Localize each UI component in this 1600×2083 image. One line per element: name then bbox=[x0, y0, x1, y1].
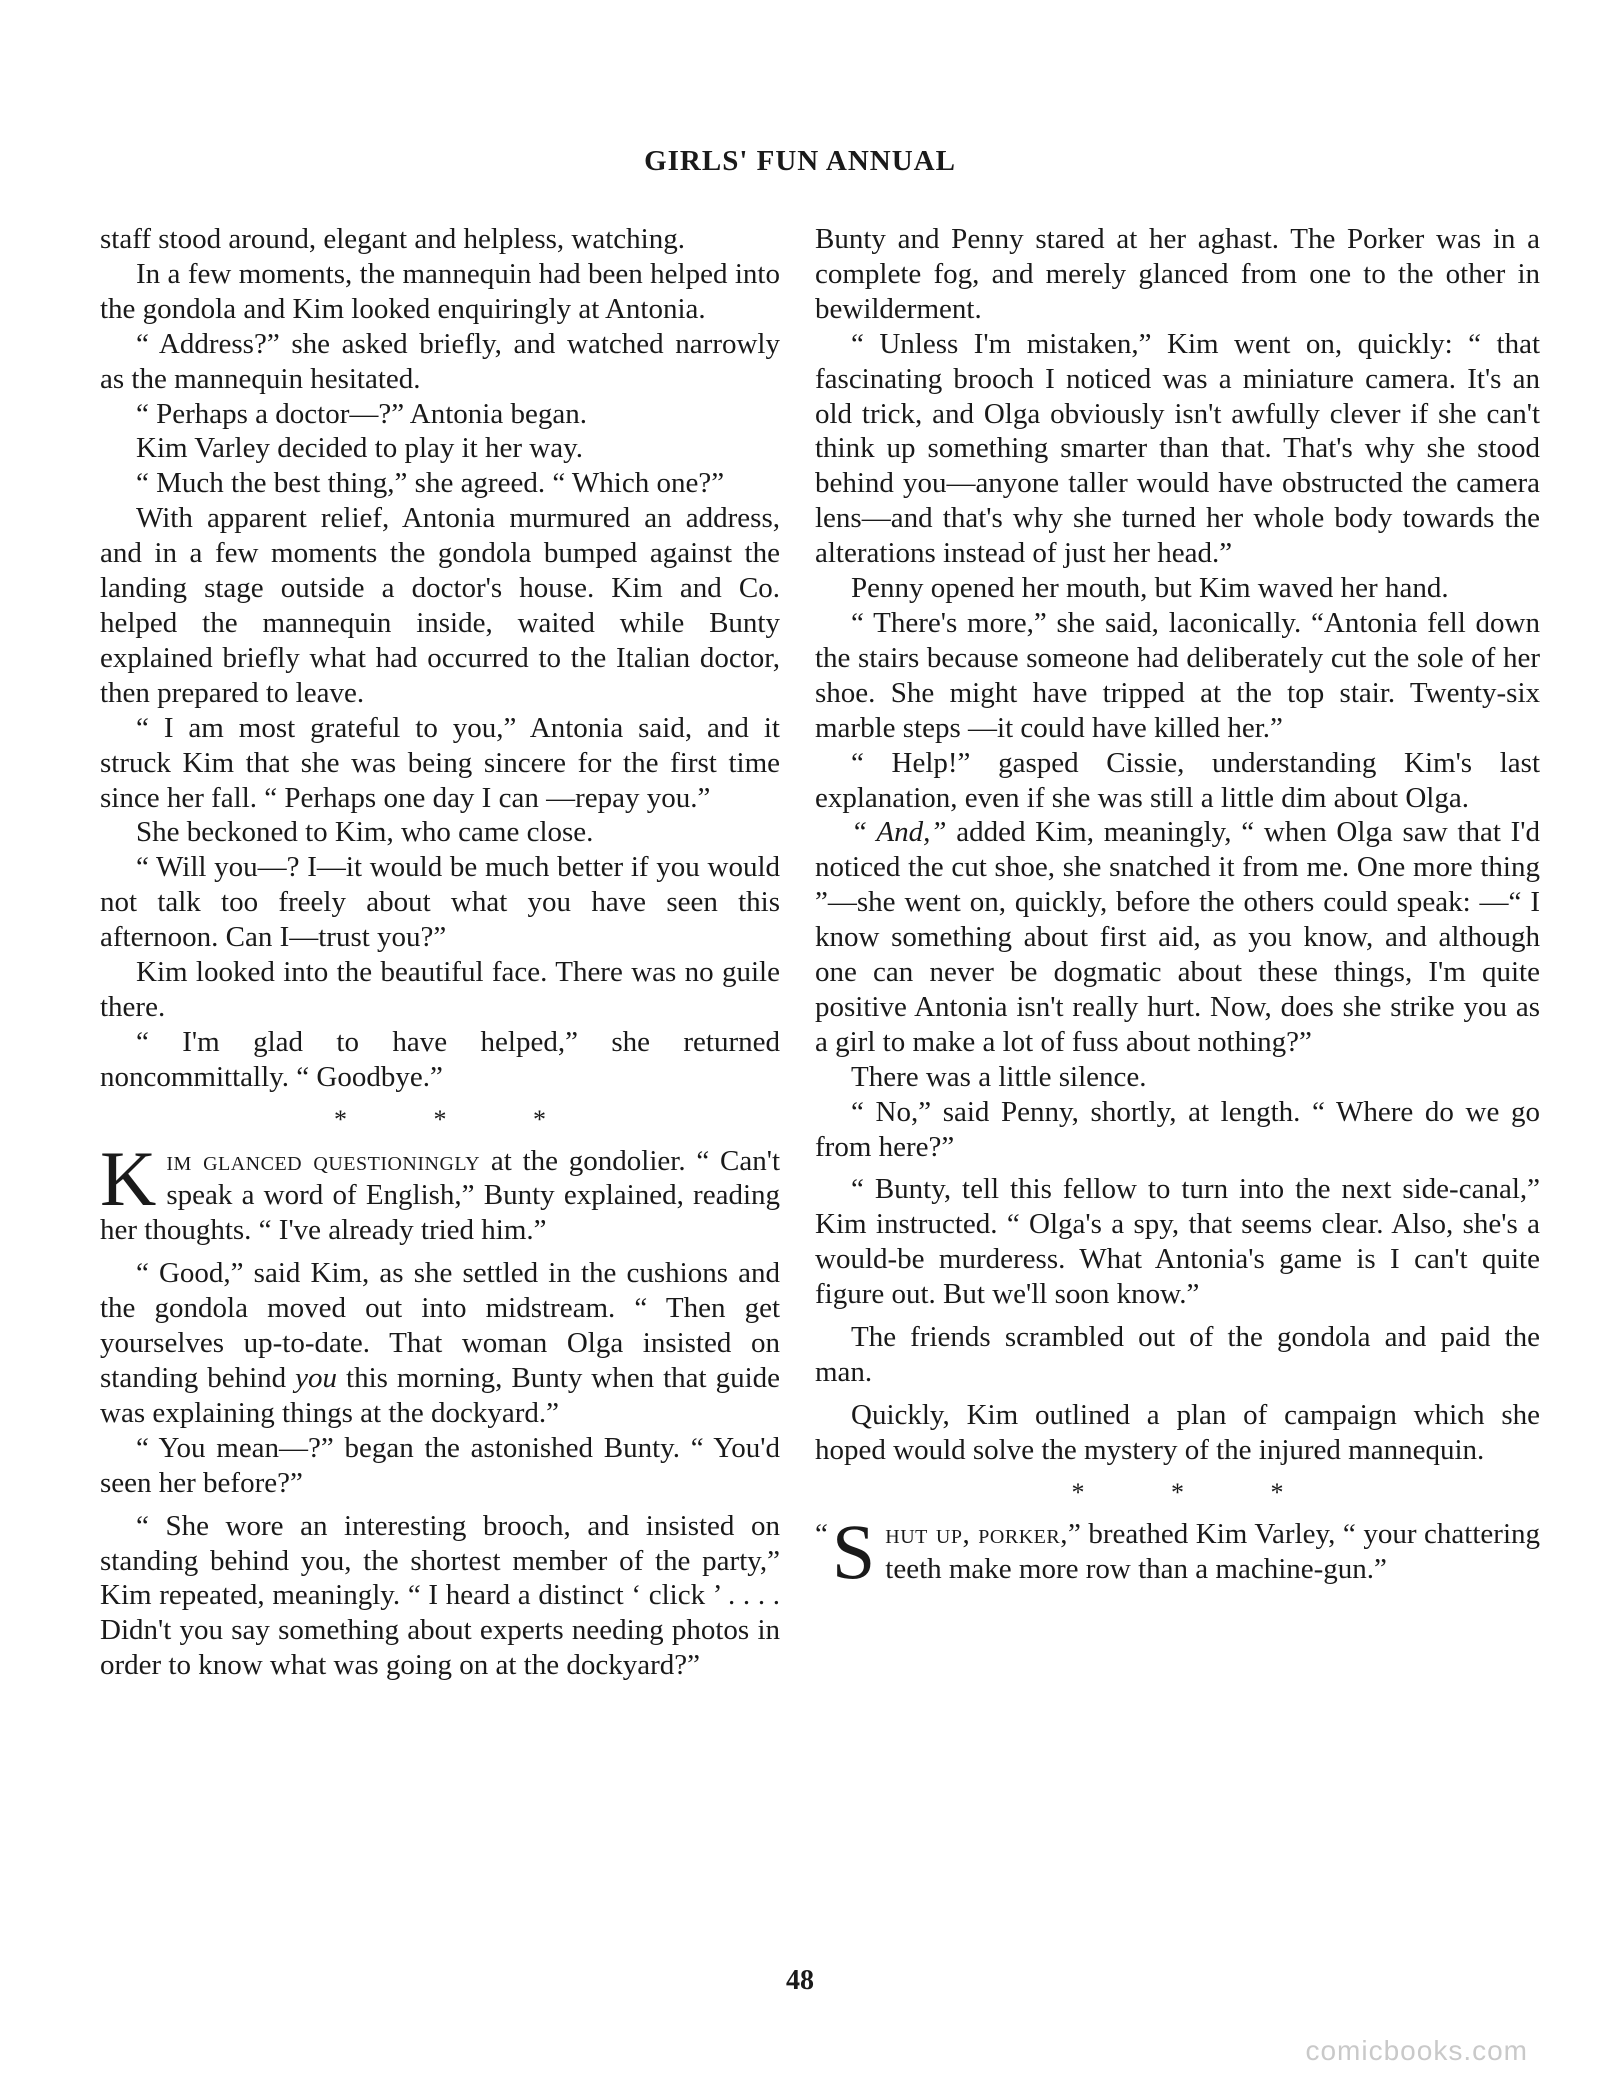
paragraph: “ I'm glad to have helped,” she returned noncommittally. “ Goodbye.” bbox=[100, 1025, 780, 1093]
paragraph-text: ” breathed Kim Varley, “ your chattering teeth make more row than a machine-gun.” bbox=[885, 1517, 1541, 1585]
page-title: GIRLS' FUN ANNUAL bbox=[644, 145, 956, 177]
paragraph: She beckoned to Kim, who came close. bbox=[136, 816, 594, 849]
paragraph: “ Bunty, tell this fellow to turn into the next side-canal,” Kim instructed. “ Olga's a spy, that seems clear. Also, she's a would-be murderess. What Antonia's game is I can't quite figure out. But we'll soon know.” bbox=[815, 1173, 1540, 1311]
page-number: 48 bbox=[786, 1965, 814, 1996]
paragraph: There was a little silence. bbox=[851, 1060, 1147, 1093]
dropcap-paragraph bbox=[815, 1507, 1541, 1595]
left-column bbox=[100, 222, 780, 1683]
dropcap-letter: K bbox=[100, 1134, 157, 1222]
paragraph: “ Unless I'm mistaken,” Kim went on, quickly: “ that fascinating brooch I noticed was a miniature camera. It's an old trick, and Olga obviously isn't awfully clever if she can't think up something smarter than that. That's why she stood behind you—anyone taller would have obstructed the camera lens—and that's why she turned her whole body towards the alterations instead of just her head.” bbox=[815, 327, 1540, 570]
right-column bbox=[815, 222, 1541, 1595]
dropcap-paragraph bbox=[100, 1134, 780, 1249]
paragraph-text: “ Good,” said Kim, as she settled in the cushions and the gondola moved out into midstream. “ Then get yourselves up-to-date. That woman Olga insisted on standing behind bbox=[100, 1257, 780, 1394]
paragraph bbox=[815, 815, 1540, 1059]
paragraph: Bunty and Penny stared at her aghast. The Porker was in a complete fog, and merely glanced from one to the other in bewilderment. bbox=[815, 223, 1540, 325]
paragraph: Kim looked into the beautiful face. There was no guile there. bbox=[100, 956, 780, 1023]
open-quote: “ bbox=[815, 1517, 828, 1550]
paragraph: In a few moments, the mannequin had been helped into the gondola and Kim looked enquiringly at Antonia. bbox=[100, 257, 780, 325]
section-break-stars: * * * bbox=[1071, 1477, 1284, 1507]
smallcaps-lead: im glanced questioningly bbox=[166, 1144, 481, 1177]
emphasis-text: “ And,” bbox=[851, 816, 947, 849]
paragraph: Kim Varley decided to play it her way. bbox=[136, 432, 583, 465]
paragraph-text: added Kim, meaningly, “ when Olga saw that I'd noticed the cut shoe, she snatched it from me. One more thing ”—she went on, quickly, before the others could speak: —“ I know something about first aid, as you know, and although one can never be dogmatic about these things, I'm quite positive Antonia isn't really hurt. Now, does she strike you as a girl to make a lot of fuss about nothing?” bbox=[815, 816, 1541, 1058]
paragraph-text: this morning, Bunty when that guide was explaining things at the dockyard.” bbox=[100, 1362, 780, 1429]
paragraph: With apparent relief, Antonia murmured an address, and in a few moments the gondola bumped against the landing stage outside a doctor's house. Kim and Co. helped the mannequin inside, waited while Bunty explained briefly what had occurred to the Italian doctor, then prepared to leave. bbox=[100, 502, 780, 709]
paragraph: “ Help!” gasped Cissie, understanding Kim's last explanation, even if she was still a little dim about Olga. bbox=[815, 746, 1540, 814]
paragraph: The friends scrambled out of the gondola and paid the man. bbox=[815, 1321, 1540, 1388]
watermark: comicbooks.com bbox=[1305, 2035, 1528, 2066]
paragraph: “ Perhaps a doctor—?” Antonia began. bbox=[136, 397, 587, 430]
paragraph: staff stood around, elegant and helpless, watching. bbox=[100, 223, 685, 255]
paragraph: “ You mean—?” began the astonished Bunty. “ You'd seen her before?” bbox=[100, 1431, 780, 1499]
paragraph: “ I am most grateful to you,” Antonia said, and it struck Kim that she was being sincere for the first time since her fall. “ Perhaps one day I can —repay you.” bbox=[100, 711, 780, 814]
paragraph: “ She wore an interesting brooch, and insisted on standing behind you, the shortest member of the party,” Kim repeated, meaningly. “ I heard a distinct ‘ click ’ . . . . Didn't you say something about experts needing photos in order to know what was going on at the dockyard?” bbox=[100, 1509, 780, 1682]
section-break-stars: * * * bbox=[334, 1104, 546, 1134]
smallcaps-lead: hut up, porker, bbox=[885, 1517, 1068, 1550]
paragraph bbox=[100, 1256, 780, 1431]
paragraph-text: at the gondolier. “ Can't speak a word of English,” Bunty explained, reading her thoughts. “ I've already tried him.” bbox=[100, 1144, 780, 1247]
paragraph: Quickly, Kim outlined a plan of campaign which she hoped would solve the mystery of the injured mannequin. bbox=[815, 1398, 1540, 1466]
paragraph: Penny opened her mouth, but Kim waved her hand. bbox=[851, 572, 1449, 605]
paragraph: “ No,” said Penny, shortly, at length. “ Where do we go from here?” bbox=[815, 1095, 1540, 1163]
emphasis-text: you bbox=[295, 1362, 338, 1394]
paragraph: “ Address?” she asked briefly, and watched narrowly as the mannequin hesitated. bbox=[100, 327, 780, 395]
dropcap-letter: S bbox=[831, 1507, 876, 1595]
paragraph: “ Will you—? I—it would be much better if you would not talk too freely about what you have seen this afternoon. Can I—trust you?” bbox=[100, 851, 780, 954]
paragraph: “ There's more,” she said, laconically. “Antonia fell down the stairs because someone had deliberately cut the sole of her shoe. She might have tripped at the top stair. Twenty-six marble steps —it could have killed her.” bbox=[815, 606, 1540, 744]
paragraph: “ Much the best thing,” she agreed. “ Which one?” bbox=[136, 467, 725, 500]
